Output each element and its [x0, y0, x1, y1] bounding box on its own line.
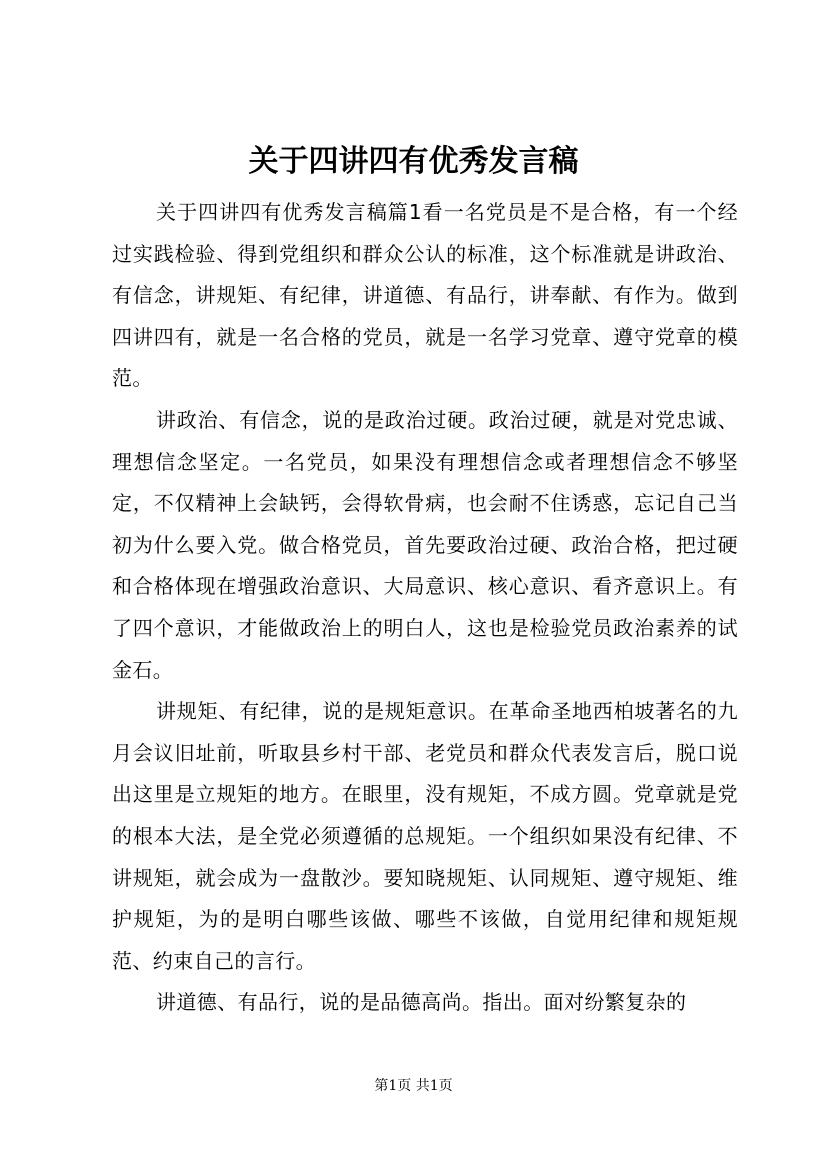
paragraph-3: 讲规矩、有纪律，说的是规矩意识。在革命圣地西柏坡著名的九月会议旧址前，听取县乡村干部、老党员和群众代表发言后，脱口说出这里是立规矩的地方。在眼里，没有规矩，不成方圆。党章就是党的根本大法，是全党必须遵循的总规矩。一个组织如果没有纪律、不讲规矩，就会成为一盘散沙。要知晓规矩、认同规矩、遵守规矩、维护规矩，为的是明白哪些该做、哪些不该做，自觉用纪律和规矩规范、约束自己的言行。: [112, 699, 738, 973]
paragraph-2: 讲政治、有信念，说的是政治过硬。政治过硬，就是对党忠诚、理想信念坚定。一名党员，如果没有理想信念或者理想信念不够坚定，不仅精神上会缺钙，会得软骨病，也会耐不住诱惑，忘记自己当初为什么要入党。做合格党员，首先要政治过硬、政治合格，把过硬和合格体现在增强政治意识、大局意识、核心意识、看齐意识上。有了四个意识，才能做政治上的明白人，这也是检验党员政治素养的试金石。: [112, 407, 738, 682]
document-title: 关于四讲四有优秀发言稿: [248, 144, 579, 179]
page-number-footer: 第1页 共1页: [374, 1078, 453, 1094]
paragraph-1: 关于四讲四有优秀发言稿篇1看一名党员是不是合格，有一个经过实践检验、得到党组织和群众公认的标准，这个标准就是讲政治、有信念，讲规矩、有纪律，讲道德、有品行，讲奉献、有作为。做到四讲四有，就是一名合格的党员，就是一名学习党章、遵守党章的模范。: [112, 200, 738, 391]
document-body: [112, 192, 738, 1024]
paragraph-4: 讲道德、有品行，说的是品德高尚。指出。面对纷繁复杂的: [156, 990, 687, 1015]
